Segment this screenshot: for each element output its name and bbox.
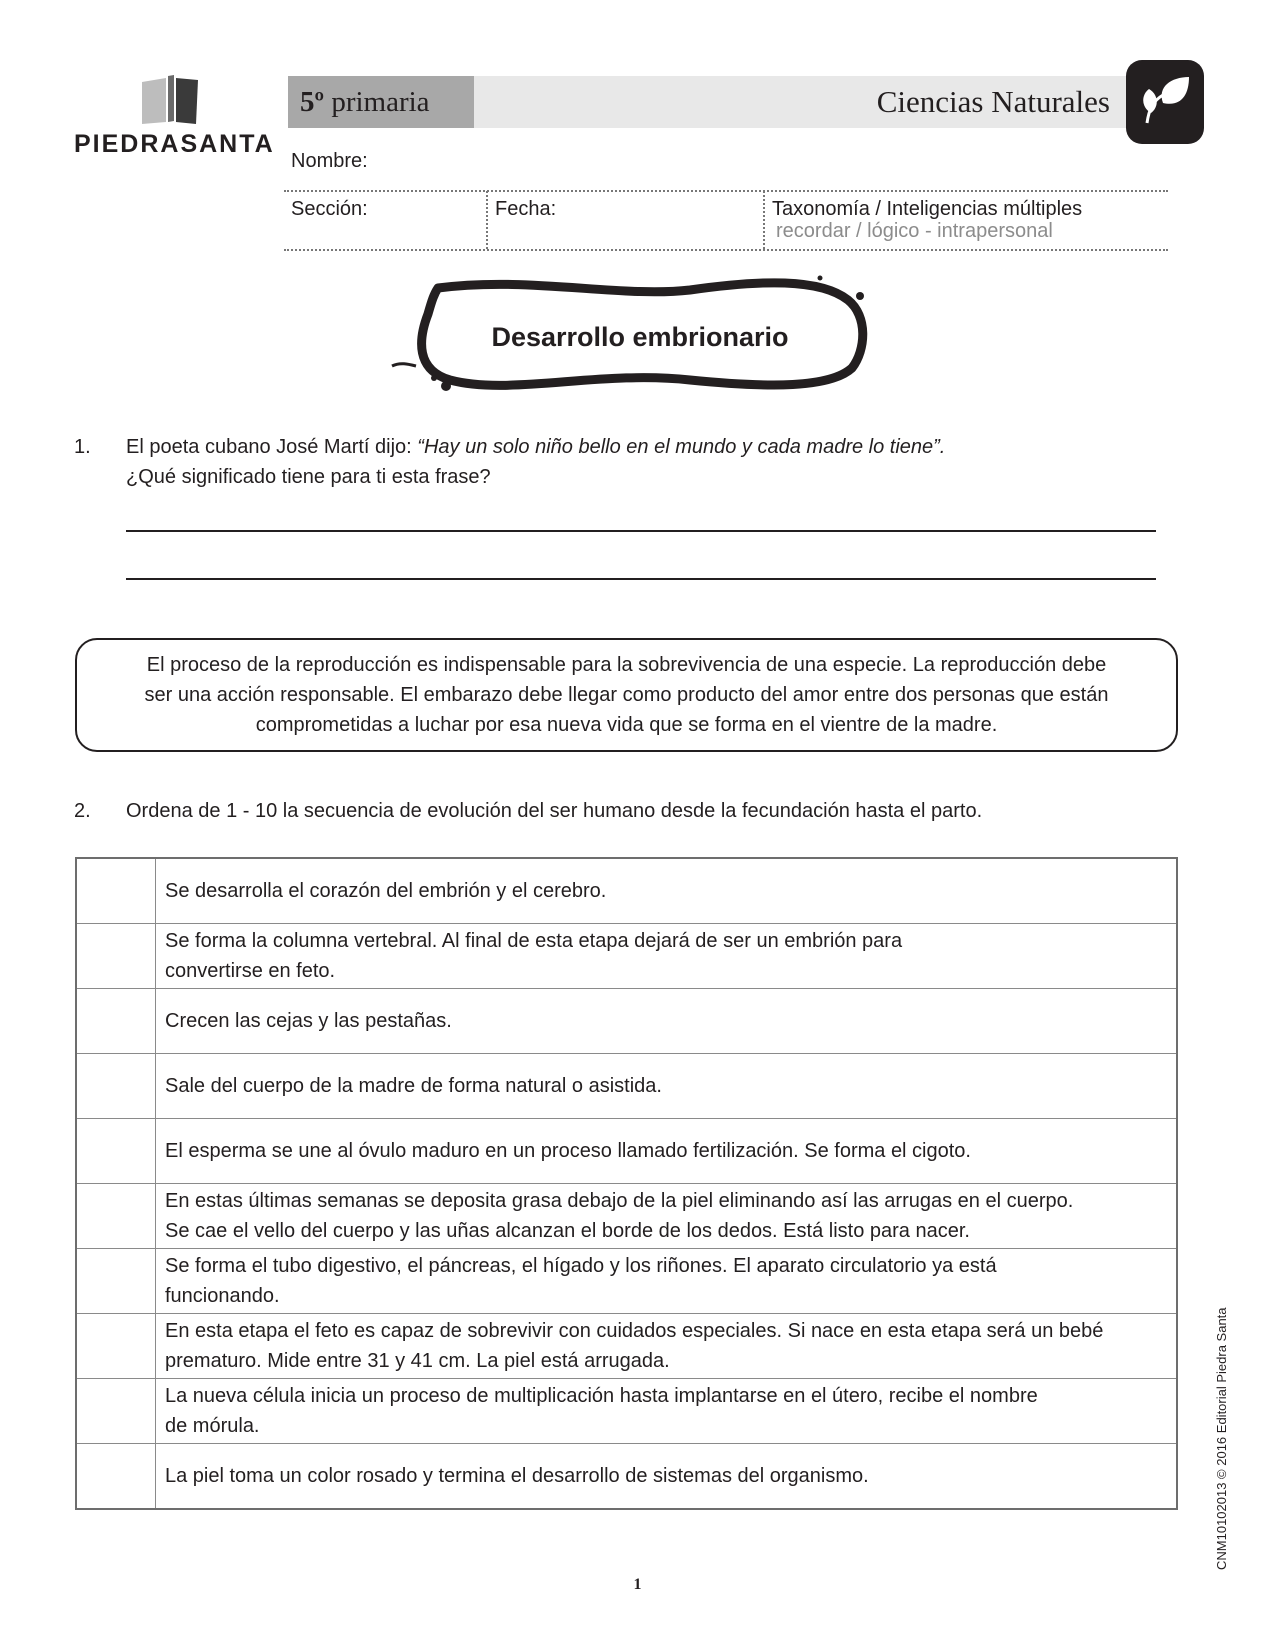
info-line: El proceso de la reproducción es indispensable para la sobrevivencia de una especie. La reproducción debe <box>146 654 1107 676</box>
order-input-cell[interactable] <box>76 1119 156 1184</box>
info-line: comprometidas a luchar por esa nueva vida que se forma en el vientre de la madre. <box>255 714 998 736</box>
name-label: Nombre: <box>291 150 368 172</box>
table-row <box>76 858 1177 924</box>
table-row <box>76 1444 1177 1510</box>
table-row <box>76 924 1177 989</box>
order-input-cell[interactable] <box>76 1184 156 1249</box>
date-label: Fecha: <box>495 198 557 220</box>
answer-line[interactable] <box>126 530 1156 532</box>
stage-description: Crecen las cejas y las pestañas. <box>156 989 1178 1054</box>
question-1-number: 1. <box>74 436 91 458</box>
title-banner <box>390 270 890 410</box>
info-line: ser una acción responsable. El embarazo debe llegar como producto del amor entre dos personas que están <box>144 684 1109 706</box>
sequence-table <box>75 857 1178 1510</box>
copyright-note: CNM10102013 © 2016 Editorial Piedra Santa <box>1214 1307 1229 1570</box>
brand-logo <box>70 72 275 162</box>
answer-line[interactable] <box>126 578 1156 580</box>
book-icon <box>140 74 200 126</box>
question-2-text: Ordena de 1 - 10 la secuencia de evolución del ser humano desde la fecundación hasta el parto. <box>126 800 983 822</box>
order-input-cell[interactable] <box>76 989 156 1054</box>
order-input-cell[interactable] <box>76 1379 156 1444</box>
stage-description: Se forma la columna vertebral. Al final de esta etapa dejará de ser un embrión para convertirse en feto. <box>156 924 1178 989</box>
section-label: Sección: <box>291 198 368 220</box>
order-input-cell[interactable] <box>76 858 156 924</box>
table-row <box>76 989 1177 1054</box>
taxonomy-label: Taxonomía / Inteligencias múltiples <box>772 198 1083 220</box>
question-1-text <box>126 432 945 462</box>
stage-description: En esta etapa el feto es capaz de sobrevivir con cuidados especiales. Si nace en esta etapa será un bebé prematuro. Mide entre 31 y 41 cm. La piel está arrugada. <box>156 1314 1178 1379</box>
section-line <box>284 249 1168 251</box>
marti-quote: “Hay un solo niño bello en el mundo y cada madre lo tiene”. <box>417 436 946 458</box>
stage-description: El esperma se une al óvulo maduro en un proceso llamado fertilización. Se forma el cigoto. <box>156 1119 1178 1184</box>
subject-badge <box>1126 60 1204 144</box>
order-input-cell[interactable] <box>76 1249 156 1314</box>
question-1-prompt: ¿Qué significado tiene para ti esta frase? <box>126 466 491 488</box>
grade-word: primaria <box>331 85 430 118</box>
question-1-intro: El poeta cubano José Martí dijo: <box>126 436 418 458</box>
table-row <box>76 1119 1177 1184</box>
stage-description: Se desarrolla el corazón del embrión y el cerebro. <box>156 858 1178 924</box>
stage-description: Se forma el tubo digestivo, el páncreas, el hígado y los riñones. El aparato circulatorio ya está funcionando. <box>156 1249 1178 1314</box>
field-divider <box>486 191 488 249</box>
worksheet-title: Desarrollo embrionario <box>491 322 789 352</box>
stage-description: Sale del cuerpo de la madre de forma natural o asistida. <box>156 1054 1178 1119</box>
table-row <box>76 1314 1177 1379</box>
taxonomy-values: recordar / lógico - intrapersonal <box>776 220 1053 242</box>
order-input-cell[interactable] <box>76 924 156 989</box>
question-2-number: 2. <box>74 800 91 822</box>
stage-description: En estas últimas semanas se deposita grasa debajo de la piel eliminando así las arrugas en el cuerpo. Se cae el vello del cuerpo y las uñas alcanzan el borde de los dedos. Está listo para nacer. <box>156 1184 1178 1249</box>
field-divider <box>763 191 765 249</box>
table-row <box>76 1249 1177 1314</box>
stage-description: La piel toma un color rosado y termina el desarrollo de sistemas del organismo. <box>156 1444 1178 1510</box>
stage-description: La nueva célula inicia un proceso de multiplicación hasta implantarse en el útero, recibe el nombre de mórula. <box>156 1379 1178 1444</box>
table-row <box>76 1054 1177 1119</box>
name-line <box>284 190 1168 192</box>
order-input-cell[interactable] <box>76 1054 156 1119</box>
grade-label <box>288 76 474 128</box>
table-row <box>76 1184 1177 1249</box>
brand-name: PIEDRASANTA <box>74 130 275 158</box>
info-box <box>75 638 1178 752</box>
table-row <box>76 1379 1177 1444</box>
subject-title: Ciencias Naturales <box>474 76 1126 128</box>
order-input-cell[interactable] <box>76 1314 156 1379</box>
leaf-icon <box>1137 73 1193 131</box>
page-number: 1 <box>633 1576 642 1593</box>
grade-number: 5º <box>300 85 325 118</box>
order-input-cell[interactable] <box>76 1444 156 1510</box>
